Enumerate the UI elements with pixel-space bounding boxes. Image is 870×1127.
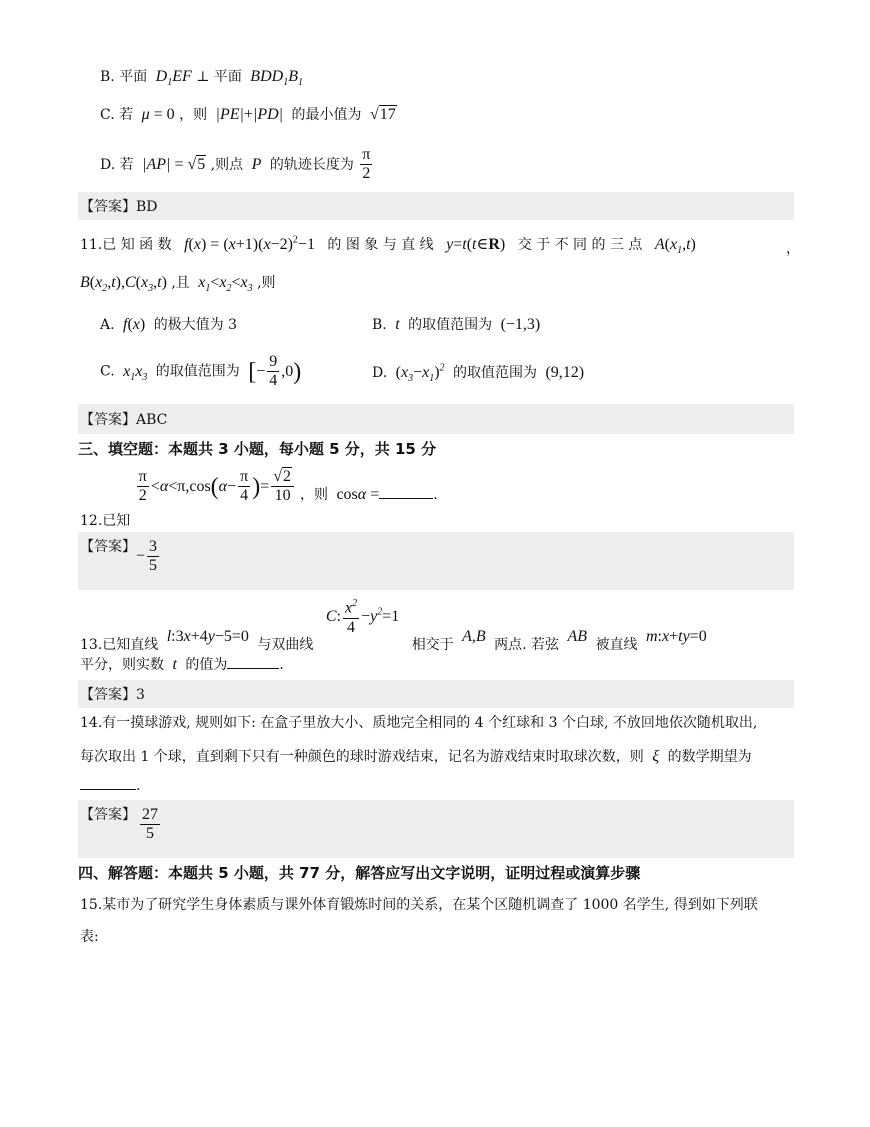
q11-option-a: A. f(x) 的极大值为 3	[100, 316, 238, 333]
q11-option-d: D. $(x_3-x_1)^2$ 的取值范围为 (9,12)	[372, 362, 585, 385]
section-4-title: 四、解答题：本题共 5 小题，共 77 分，解答应写出文字说明，证明过程或演算步骤	[78, 864, 641, 882]
q14-line1: 14.有一摸球游戏, 规则如下: 在盒子里放大小、质地完全相同的 4 个红球和 3 个白球, 不放回地依次随机取出,	[80, 715, 758, 731]
q11-option-c: C. $x_1x_3$ 的取值范围为 [− $\frac{9}{4}$ ,0)	[100, 353, 302, 390]
q11-stem-line1: 11.已 知 函 数 $f(x) = (x+1)(x-2)^2-1$ 的 图 象 与 直 线 y=t(t∈R) 交 于 不 同 的 三 点 $A(x_1,t)$	[80, 234, 696, 257]
q11-option-b: B. t 的取值范围为 (−1,3)	[372, 316, 541, 333]
answer-tag: 【答案】	[80, 539, 136, 555]
q11-stem-line2: $B(x_2,t),C(x_3,t)$ ,且 $x_1<x_2<x_3$ ,则	[80, 274, 276, 295]
q11-comma: ，	[786, 241, 800, 257]
q15-line1: 15.某市为了研究学生身体素质与课外体育锻炼时间的关系，在某个区随机调查了 1000 名学生, 得到如下列联	[80, 897, 758, 913]
answer-box-14	[78, 800, 794, 858]
q12-stem: 12.已知 $\frac{\pi}{2}$ <α<π,cos(α− $\frac{\pi}{4}$ )= $\frac{√2}{10}$ ，则 cosα = .	[80, 468, 438, 529]
answer-box-10	[78, 192, 794, 220]
answer-tag: 【答案】	[80, 199, 136, 215]
answer-value-12: − $\frac{3}{5}$	[136, 538, 158, 575]
q10-option-d: D. 若 |AP| = √5 ,则点 P 的轨迹长度为 $\frac{\pi}{2}$	[100, 146, 371, 183]
q13-stem-line2: 平分，则实数 t 的值为 .	[80, 656, 284, 673]
section-3-title: 三、填空题：本题共 3 小题，每小题 5 分，共 15 分	[78, 440, 437, 458]
answer-value: ABC	[136, 412, 168, 428]
q15-line2: 表:	[80, 929, 99, 945]
answer-value: BD	[136, 199, 158, 215]
q14-blank: .	[80, 778, 140, 794]
answer-tag: 【答案】	[80, 807, 136, 823]
answer-tag: 【答案】	[80, 412, 136, 428]
answer-box-13	[78, 680, 794, 708]
q10-option-c: C. 若 μ = 0 ，则 |PE|+|PD| 的最小值为 √17	[100, 106, 396, 123]
answer-value-14: $\frac{27}{5}$	[142, 806, 158, 843]
answer-box-11	[78, 404, 794, 434]
answer-value: 3	[136, 687, 145, 703]
q10-option-b: B. 平面 $D_1EF$ ⊥ 平面 $BDD_1B_1$	[100, 68, 303, 89]
answer-box-12	[78, 532, 794, 590]
q13-stem-line1: 13.已知直线 l:3x+4y−5=0 与双曲线 C: $\frac{x^2}{4}$ $-y^2=1$ 相交于 A,B 两点. 若弦 AB 被直线 m:x+ty=0	[80, 598, 707, 654]
answer-tag: 【答案】	[80, 687, 136, 703]
q14-line2: 每次取出 1 个球，直到剩下只有一种颜色的球时游戏结束，记名为游戏结束时取球次数，则 ξ 的数学期望为	[80, 748, 752, 765]
